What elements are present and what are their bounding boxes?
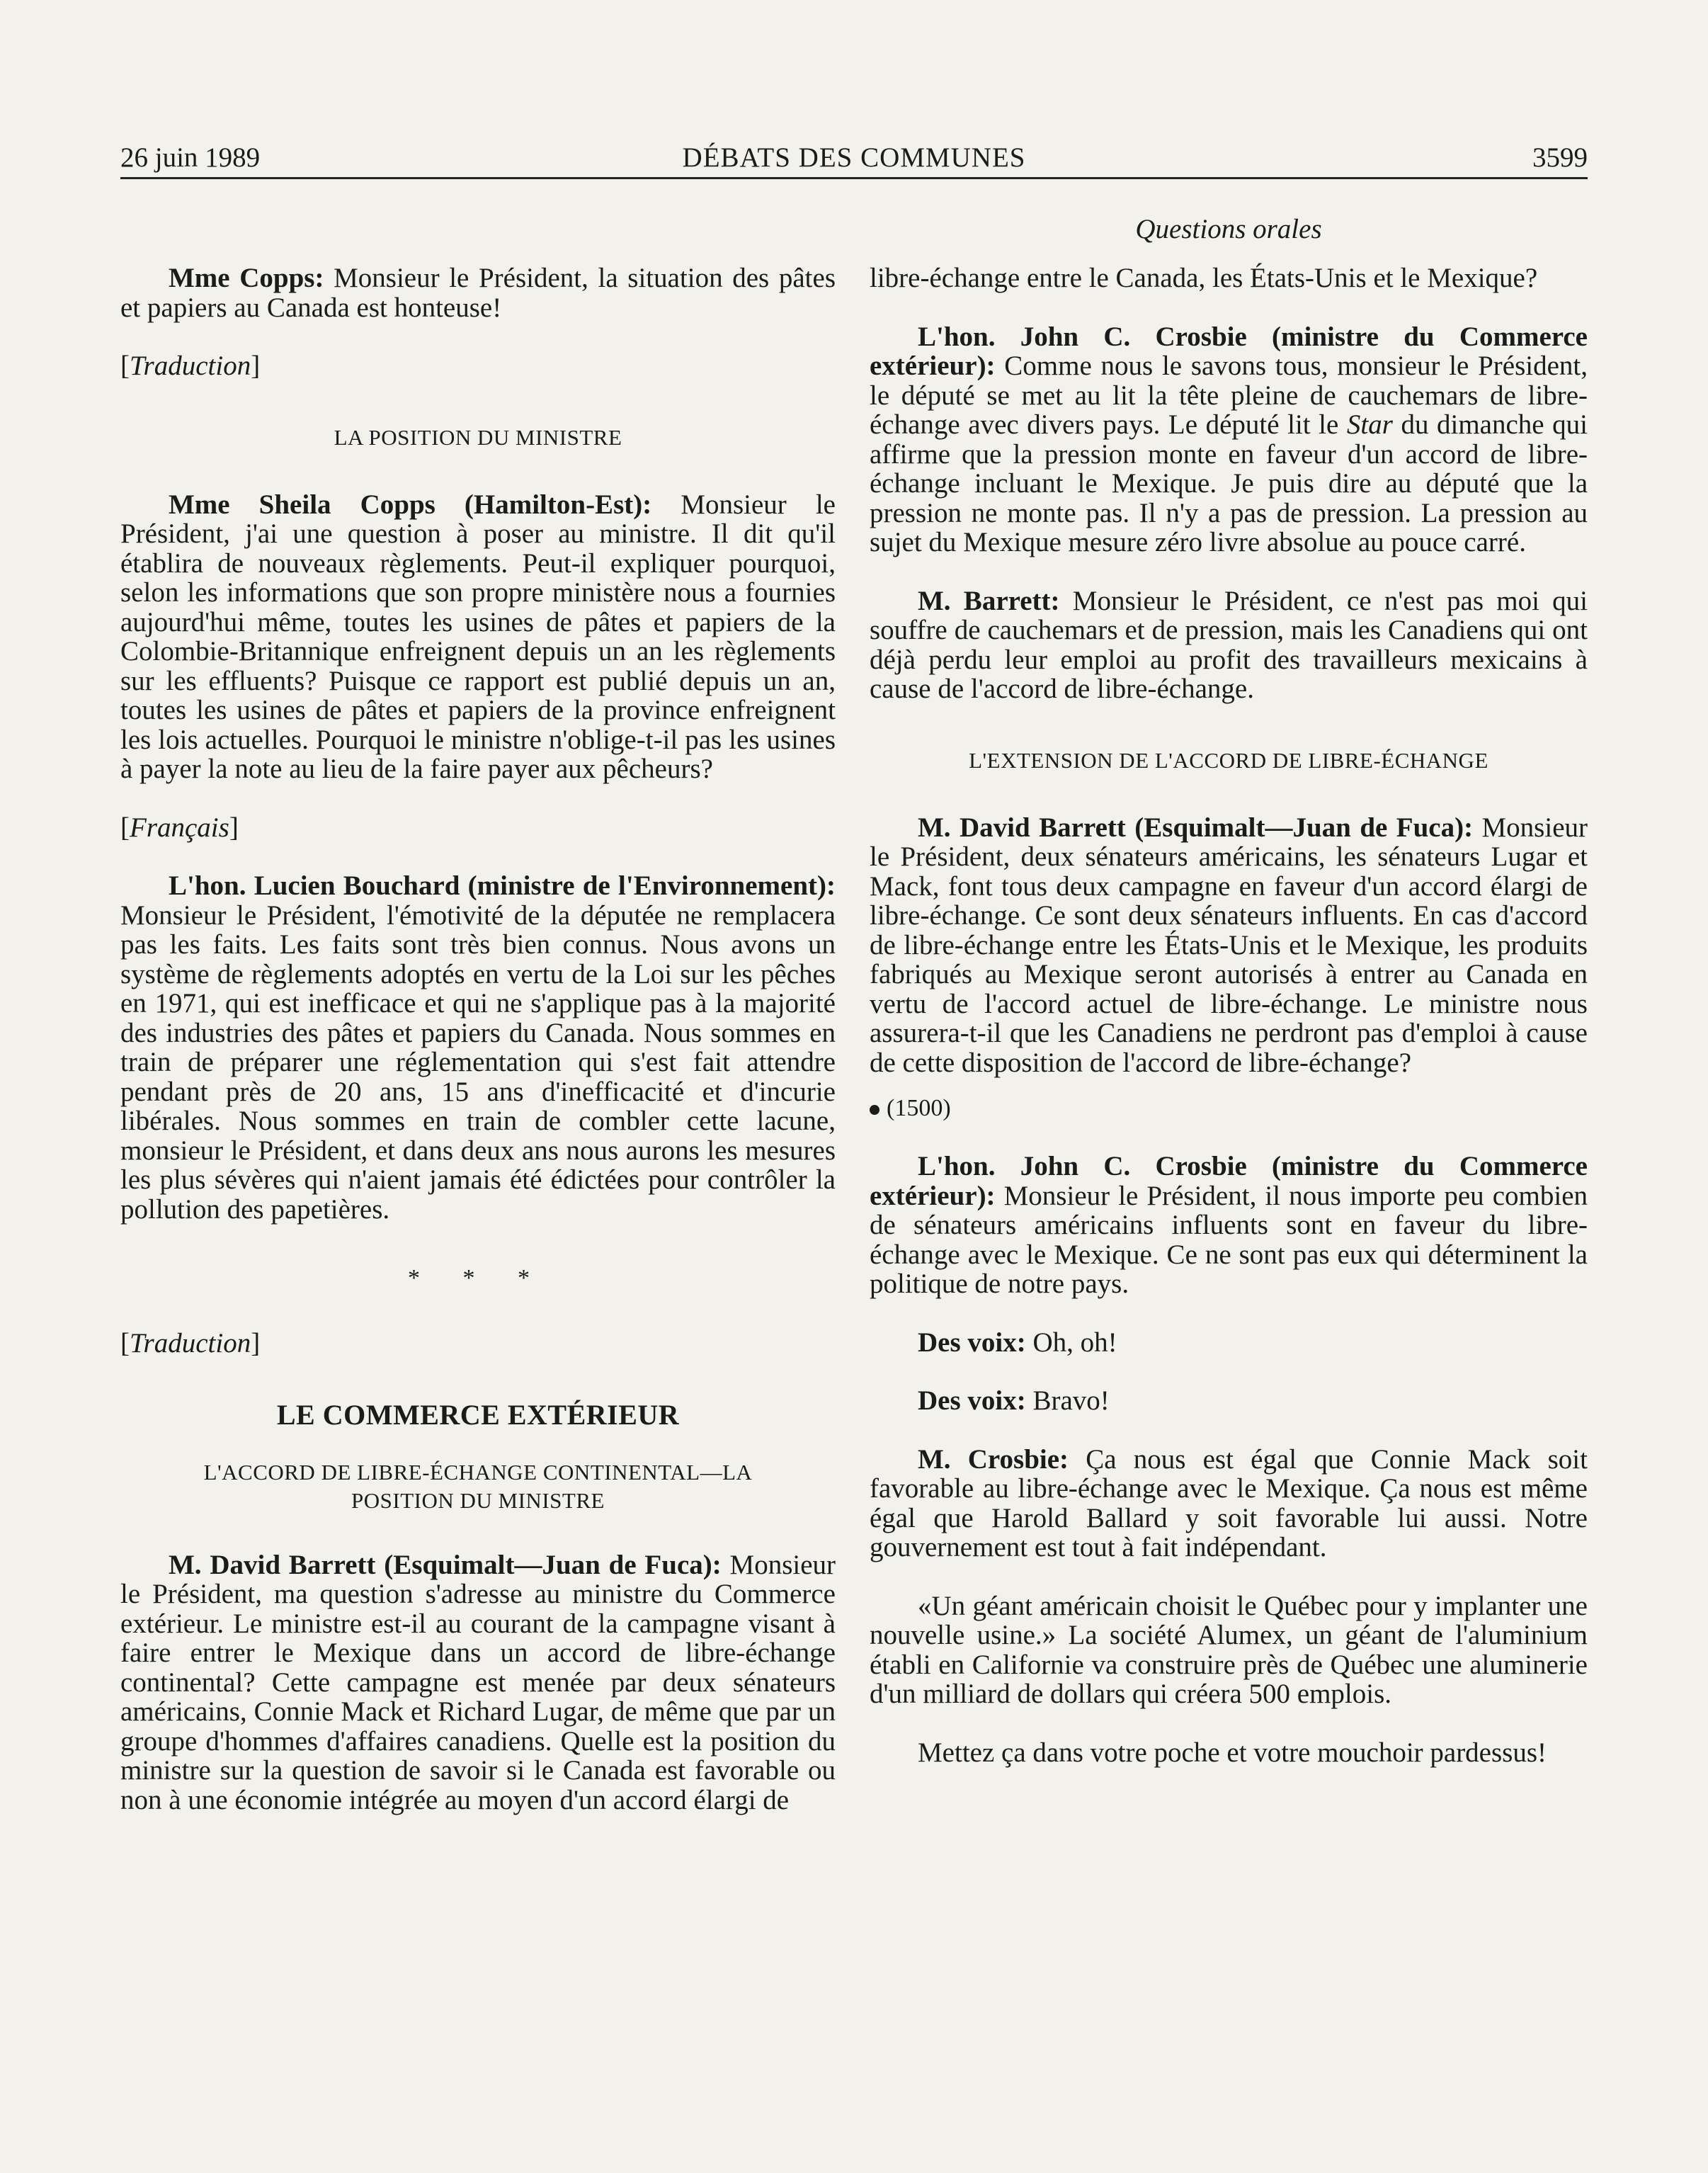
paragraph (870, 1152, 1588, 1299)
section-separator: * * * (408, 1265, 548, 1291)
header-title: DÉBATS DES COMMUNES (682, 142, 1026, 173)
speaker-name: L'hon. John C. Crosbie (ministre du Commerce extérieur): (870, 1151, 1588, 1211)
speech-text: Monsieur le Président, ce n'est pas moi qui souffre de cauchemars et de pression, mais les Canadiens qui ont déjà perdu leur emploi au profit des travailleurs mexicains à cause de l'accord de libre-échange. (870, 585, 1588, 704)
paragraph (120, 263, 836, 322)
speaker-name: Des voix: (918, 1385, 1026, 1416)
section-subhead: LA POSITION DU MINISTRE (334, 424, 622, 450)
paragraph: «Un géant américain choisit le Québec pour y implanter une nouvelle usine.» La société Alumex, un géant de l'aluminium établi en Californie va construire près de Québec une aluminerie d'un milliard de dollars qui créera 500 emplois. (870, 1590, 1588, 1709)
speaker-name: M. Barrett: (918, 585, 1060, 616)
timestamp: (1500) (870, 1094, 1588, 1123)
section-subhead: L'ACCORD DE LIBRE-ÉCHANGE CONTINENTAL—LA POSITION DU MINISTRE (203, 1459, 753, 1513)
speech-text: Monsieur le Président, l'émotivité de la députée ne remplacera pas les faits. Les faits sont très bien connus. Nous avons un système de règlements adoptés en vertu de la Loi sur les pêches en 1971, qui est inefficace et qui ne s'applique pas à la majorité des industries des pâtes et papiers du Canada. Nous sommes en train de préparer une réglementation qui s'est fait attendre pendant près de 20 ans, 15 ans d'inefficacité et d'incurie libérales. Nous sommes en train de combler cette lacune, monsieur le Président, et dans deux ans nous aurons les mesures les plus sévères qui n'aient jamais été édictées pour contrôler la pollution des papetières. (120, 900, 836, 1225)
paragraph (870, 813, 1588, 1078)
paragraph: Des voix: Bravo! (918, 1385, 1110, 1416)
paragraph (870, 586, 1588, 704)
paragraph: Des voix: Oh, oh! (918, 1327, 1117, 1358)
speech-text: Monsieur le Président, j'ai une question à poser au ministre. Il dit qu'il établira de nouveaux règlements. Peut-il expliquer pourquoi, selon les informations que son propre ministère nous a fournies aujourd'hui même, toutes les usines de pâtes et papiers de la Colombie-Britannique enfreignent depuis un an les règlements sur les effluents? Puisque ce rapport est publié depuis un an, toutes les usines de pâtes et papiers de la province enfreignent les lois actuelles. Pourquoi le ministre n'oblige-t-il pas les usines à payer la note au lieu de la faire payer aux pêcheurs? (120, 489, 836, 784)
speech-text: Monsieur le Président, il nous importe peu combien de sénateurs américains influents sont en faveur du libre-échange avec le Mexique. Ce ne sont pas eux qui déterminent la politique de notre pays. (870, 1180, 1588, 1299)
running-head: Questions orales (1135, 214, 1322, 244)
section-subhead: L'EXTENSION DE L'ACCORD DE LIBRE-ÉCHANGE (969, 747, 1488, 773)
speaker-name: Mme Sheila Copps (Hamilton-Est): (169, 489, 652, 520)
section-heading: LE COMMERCE EXTÉRIEUR (276, 1399, 680, 1431)
paragraph (120, 490, 836, 784)
speech-text: Monsieur le Président, deux sénateurs américains, les sénateurs Lugar et Mack, font tous deux campagne en faveur d'un accord élargi de libre-échange. Ce sont deux sénateurs influents. En cas d'accord de libre-échange entre les États-Unis et le Mexique, les produits fabriqués au Mexique seront autorisés à entrer au Canada en vertu de l'accord actuel de libre-échange. Le ministre nous assurera-t-il que les Canadiens ne perdront pas d'emploi à cause de cette disposition de l'accord de libre-échange? (870, 812, 1588, 1078)
speaker-name: M. David Barrett (Esquimalt—Juan de Fuca): (169, 1549, 722, 1580)
page-header (120, 139, 1588, 179)
language-tag: [Traduction] (120, 1327, 261, 1358)
paragraph (870, 1445, 1588, 1562)
speaker-name: M. David Barrett (Esquimalt—Juan de Fuca): (918, 812, 1474, 843)
left-column (120, 263, 836, 1815)
paragraph-continuation: libre-échange entre le Canada, les États-Unis et le Mexique? (870, 263, 1538, 293)
paragraph: Mettez ça dans votre poche et votre mouchoir pardessus! (918, 1737, 1547, 1768)
paragraph (120, 1550, 836, 1815)
speaker-name: L'hon. John C. Crosbie (ministre du Commerce extérieur): (870, 321, 1588, 381)
speaker-name: L'hon. Lucien Bouchard (ministre de l'Environnement): (169, 870, 836, 901)
speaker-name: M. Crosbie: (918, 1443, 1069, 1475)
paragraph: L'hon. John C. Crosbie (ministre du Commerce extérieur): Comme nous le savons tous, monsieur le Président, le député se met au lit la tête pleine de cauchemars de libre-échange avec divers pays. Le député lit le Star du dimanche qui affirme que la pression monte en faveur d'un accord de libre-échange incluant le Mexique. Je puis dire au député que la pression ne monte pas. Il n'y a pas de pression. La pression au sujet du Mexique mesure zéro livre absolue au pouce carré. (870, 321, 1588, 557)
header-page-number: 3599 (1532, 142, 1588, 173)
language-tag: [Français] (120, 812, 239, 843)
speech-text: Monsieur le Président, ma question s'adresse au ministre du Commerce extérieur. Le ministre est-il au courant de la campagne visant à faire entrer le Mexique dans un accord de libre-échange continental? Cette campagne est menée par deux sénateurs américains, Connie Mack et Richard Lugar, de même que par un groupe d'hommes d'affaires canadiens. Quelle est la position du ministre sur la question de savoir si le Canada est favorable ou non à une économie intégrée au moyen d'un accord élargi de (120, 1549, 836, 1815)
speech-text: Ça nous est égal que Connie Mack soit favorable au libre-échange avec le Mexique. Ça nous est même égal que Harold Ballard y soit favorable lui aussi. Notre gouvernement est tout à fait indépendant. (870, 1443, 1588, 1562)
language-tag: [Traduction] (120, 351, 261, 381)
bullet-icon (870, 1105, 879, 1115)
right-column (870, 263, 1588, 1767)
speaker-name: Des voix: (918, 1327, 1026, 1358)
paragraph (120, 871, 836, 1224)
speech-text: Monsieur le Président, la situation des pâtes et papiers au Canada est honteuse! (120, 263, 836, 323)
speaker-name: Mme Copps: (169, 263, 324, 293)
header-date: 26 juin 1989 (120, 142, 261, 173)
